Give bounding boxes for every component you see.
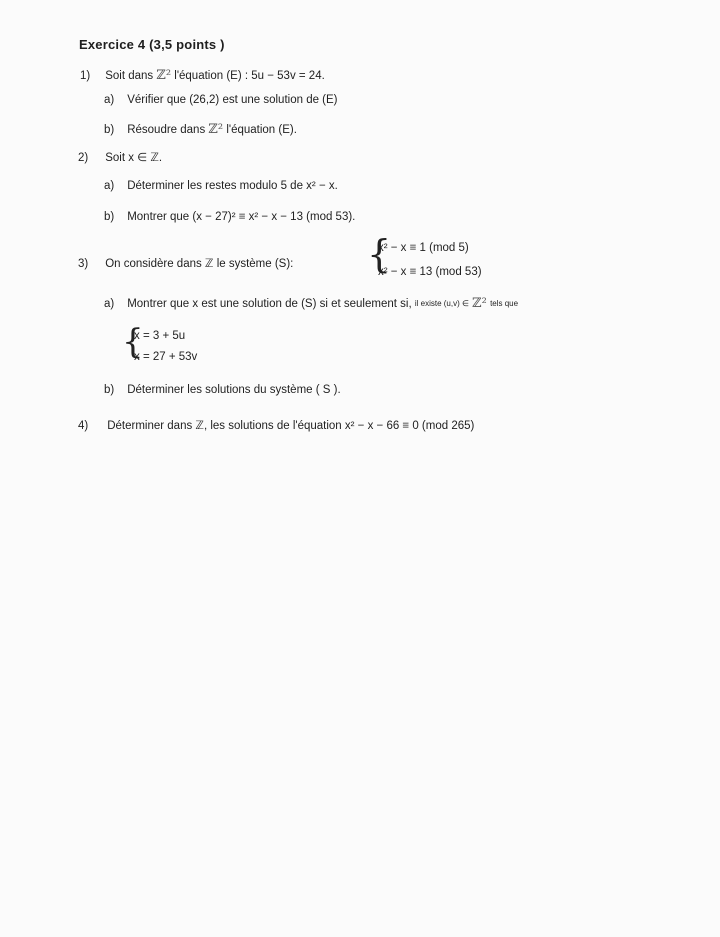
question-1-statement: [80, 68, 325, 83]
question-1b-text-end: l'équation (E).: [226, 124, 297, 136]
exercise-title: Exercice 4 (3,5 points ): [79, 37, 225, 52]
system-line-2: x² − x ≡ 13 (mod 53): [378, 266, 482, 278]
question-1-text-start: Soit dans: [105, 70, 154, 82]
question-2b: [104, 211, 355, 223]
question-3b: [104, 384, 341, 396]
question-2b-label: b): [104, 211, 115, 223]
question-3b-label: b): [104, 384, 115, 396]
question-1a-label: a): [104, 94, 115, 106]
question-1b: [104, 122, 297, 137]
question-1b-label: b): [104, 124, 115, 136]
question-3a-text-end: tels que: [490, 299, 519, 308]
question-1-text-end: l'équation (E) : 5u − 53v = 24.: [174, 70, 325, 82]
question-3a-set: ℤ²: [472, 296, 487, 311]
question-1-set: ℤ²: [156, 68, 172, 83]
question-3a-label: a): [104, 298, 115, 310]
question-3b-text: Déterminer les solutions du système ( S ).: [127, 384, 341, 396]
question-2b-text: Montrer que (x − 27)² ≡ x² − x − 13 (mod 53).: [127, 211, 356, 223]
question-3-statement: [78, 256, 293, 270]
question-2a: [104, 180, 338, 192]
system-line-1: x² − x ≡ 1 (mod 5): [378, 242, 469, 254]
question-2-statement: [78, 150, 162, 164]
question-4-number: 4): [78, 420, 89, 432]
question-3-text: On considère dans ℤ le système (S):: [105, 258, 294, 270]
sub-system-line-1: x = 3 + 5u: [134, 330, 186, 342]
system-brace: {: [367, 232, 392, 276]
sub-system-line-2: x = 27 + 53v: [134, 351, 198, 363]
question-3a-text-small: il existe (u,v) ∈: [414, 299, 469, 308]
question-1a: [104, 94, 338, 106]
question-2-number: 2): [78, 152, 89, 164]
question-1-number: 1): [80, 70, 91, 82]
question-1b-text-start: Résoudre dans: [127, 124, 206, 136]
question-1b-set: ℤ²: [208, 122, 224, 137]
question-2-text: Soit x ∈ ℤ.: [105, 152, 163, 164]
question-4-text: Déterminer dans ℤ, les solutions de l'équation x² − x − 66 ≡ 0 (mod 265): [107, 420, 475, 432]
question-4: [78, 418, 474, 432]
question-3a-text-start: Montrer que x est une solution de (S) si et seulement si,: [127, 298, 412, 310]
question-2a-text: Déterminer les restes modulo 5 de x² − x.: [127, 180, 338, 192]
question-2a-label: a): [104, 180, 115, 192]
question-3-number: 3): [78, 258, 89, 270]
question-1a-text: Vérifier que (26,2) est une solution de (E): [127, 94, 338, 106]
sub-system-brace: {: [122, 322, 144, 362]
question-3a: [104, 296, 518, 311]
